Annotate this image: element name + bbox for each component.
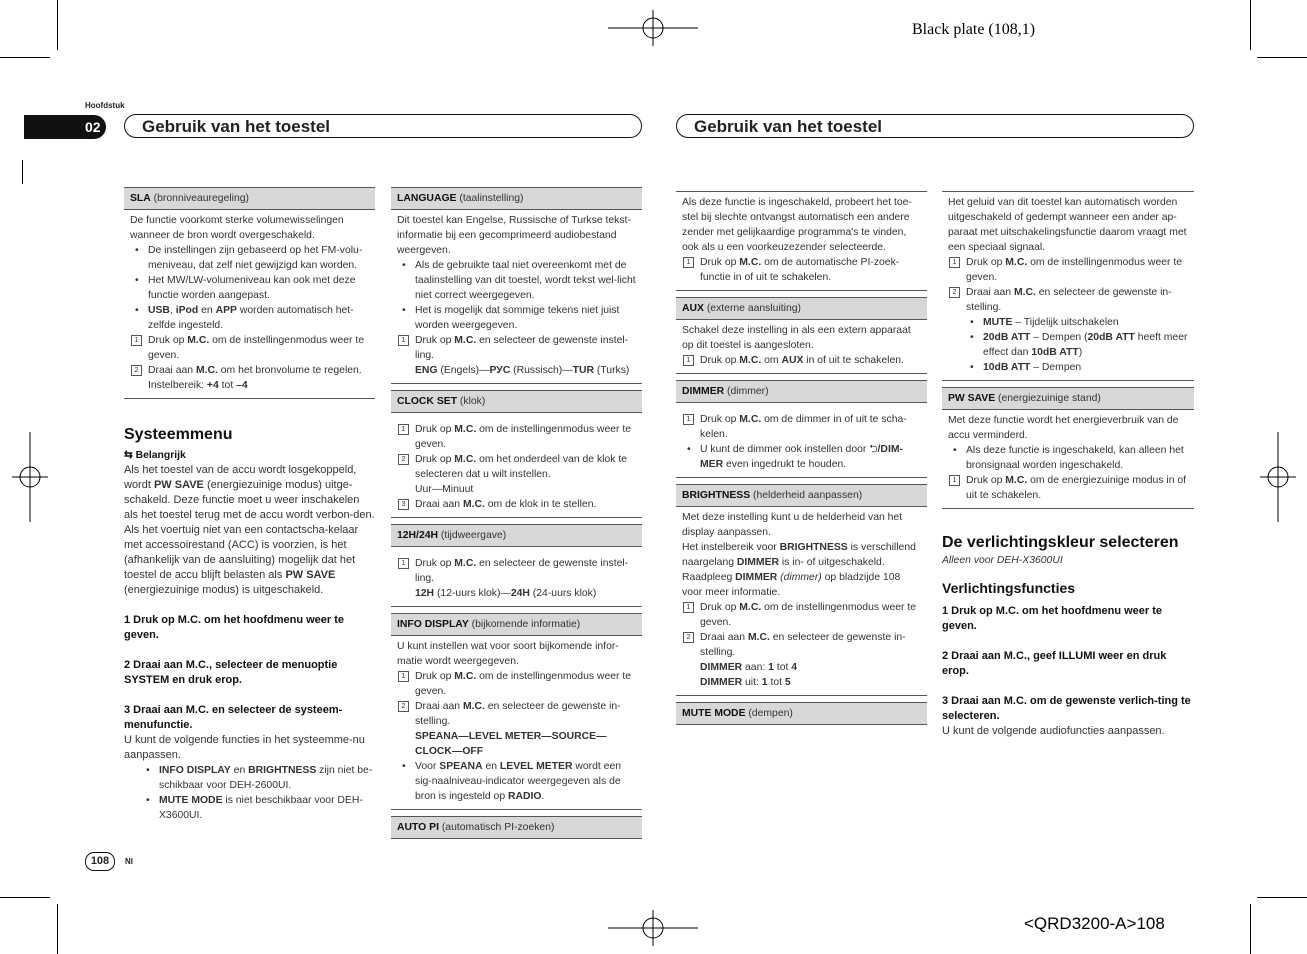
chapter-number: 02 (24, 115, 106, 139)
setting-body-info-display: U kunt instellen wat voor soort bijkomende infor-matie wordt weergegeven. 1 Druk op M.C. om de instellingenmodus weer te geven. 2 Draai aan M.C. en selecteer de gewenste in-stelling. SPEANA—LEVEL METER—SOURCE—CLOCK—OFF • Voor SPEANA en LEVEL METER wordt een sig-naalniveau-indicator weergegeven als de bron is ingesteld op RADIO. (391, 636, 642, 810)
setting-body-sla: De functie voorkomt sterke volumewisselingen wanneer de bron wordt overgeschakeld. • De instellingen zijn gebaseerd op het FM-volu-meniveau, dat zelf niet gewijzigd kan worden. • Het MW/LW-volumeniveau kan ook met deze functie worden aangepast. • USB, iPod en APP worden automatisch het-zelfde ingesteld. 1 Druk op M.C. om de instellingenmodus weer te geven. 2 Draai aan M.C. om het bronvolume te regelen. Instelbereik: +4 tot –4 (124, 210, 375, 399)
setting-header-info-display: INFO DISPLAY (bijkomende informatie) (391, 613, 642, 636)
step-1: 1 Druk op M.C. om het hoofdmenu weer te geven. (124, 614, 345, 641)
crop-mark (0, 897, 50, 898)
important-text: Als het toestel van de accu wordt losgekoppeld, wordt PW SAVE (energiezuinige modus) uitge-schakeld. Deze functie moet u weer inschakelen als het toestel terug met de accu wordt verbon-den. Als het voertuig niet van een contactscha-kelaar met accessoirestand (ACC) is voorzien, is het (afhankelijk van de aansluiting) mogelijk dat het toestel de accu blijft belasten als PW SAVE (energiezuinige modus) is uitgeschakeld. (124, 464, 375, 596)
setting-body-12h24h: 1 Druk op M.C. en selecteer de gewenste instel-ling. 12H (12-uurs klok)—24H (24-uurs klok) (391, 547, 642, 607)
registration-mark-icon (12, 432, 48, 522)
step-2: 2 Draai aan M.C., geef ILLUMI weer en druk erop. (942, 650, 1167, 677)
setting-header-aux: AUX (externe aansluiting) (676, 297, 927, 320)
setting-body-pw-save: Met deze functie wordt het energieverbruik van de accu verminderd. • Als deze functie is ingeschakeld, kan alleen het bronsignaal worden ingeschakeld. 1 Druk op M.C. om de energiezuinige modus in of uit te schakelen. (942, 410, 1194, 509)
setting-body-language: Dit toestel kan Engelse, Russische of Turkse tekst-informatie bij een gecomprimeerd audiobestand weergeven. • Als de gebruikte taal niet overeenkomt met de taalinstelling van dit toestel, wordt tekst wel-licht niet correct weergegeven. • Het is mogelijk dat sommige tekens niet juist worden weergegeven. 1 Druk op M.C. en selecteer de gewenste instel-ling. ENG (Engels)—РУС (Russisch)—TUR (Turks) (391, 210, 642, 384)
setting-header-sla: SLA (bronniveauregeling) (124, 187, 375, 210)
heading-systeemmenu: Systeemmenu (124, 426, 233, 443)
setting-body-aux: Schakel deze instelling in als een extern apparaat op dit toestel is aangesloten. 1 Druk op M.C. om AUX in of uit te schakelen. (676, 320, 927, 374)
registration-mark-icon (1260, 432, 1296, 522)
language-code: Nl (125, 857, 133, 866)
setting-body-clock: 1 Druk op M.C. om de instellingenmodus weer te geven. 2 Druk op M.C. om het onderdeel van de klok te selecteren dat u wilt instellen. Uur—Minuut 3 Draai aan M.C. om de klok in te stellen. (391, 413, 642, 518)
setting-body-auto-pi: Als deze functie is ingeschakeld, probeert het toe-stel bij slechte ontvangst automatisch een andere zender met gelijkaardige programma's te vinden, ook als u een voorkeuzezender selecteerde. 1 Druk op M.C. om de automatische PI-zoek-functie in of uit te schakelen. (676, 191, 927, 291)
setting-header-pw-save: PW SAVE (energiezuinige stand) (942, 387, 1194, 410)
step-3-text: U kunt de volgende audiofuncties aanpassen. (942, 725, 1165, 737)
step-3: 3 Draai aan M.C. om de gewenste verlich-ting te selecteren. (942, 695, 1191, 722)
crop-mark (1250, 904, 1251, 954)
setting-header-dimmer: DIMMER (dimmer) (676, 380, 927, 403)
setting-header-language: LANGUAGE (taalinstelling) (391, 187, 642, 210)
registration-mark-icon (608, 10, 698, 46)
column-1: SLA (bronniveauregeling) De functie voorkomt sterke volumewisselingen wanneer de bron wordt overgeschakeld. • De instellingen zijn gebaseerd op het FM-volu-meniveau, dat zelf niet gewijzigd kan worden. • Het MW/LW-volumeniveau kan ook met deze functie worden aangepast. • USB, iPod en APP worden automatisch het-zelfde ingesteld. 1 Druk op M.C. om de instellingenmodus weer te geven. 2 Draai aan M.C. om het bronvolume te regelen. Instelbereik: +4 tot –4 Systeemmenu ⇆ Belangrijk Als het toestel van de accu wordt losgekoppeld, wordt PW SAVE (energiezuinige modus) uitge-schakeld. Deze functie moet u weer inschakelen als het toestel terug met de accu wordt verbon-den. Als het voertuig niet van een contactscha-kelaar met accessoirestand (ACC) is voorzien, is het (afhankelijk van de aansluiting) mogelijk dat het toestel de accu blijft belasten als PW SAVE (energiezuinige modus) is uitgeschakeld. 1 Druk op M.C. om het hoofdmenu weer te geven. 2 Draai aan M.C., selecteer de menuoptie SYSTEM en druk erop. 3 Draai aan M.C. en selecteer de systeem-menufunctie. U kunt de volgende functies in het systeemme-nu aanpassen. • INFO DISPLAY en BRIGHTNESS zijn niet be-schikbaar voor DEH-2600UI. • MUTE MODE is niet beschikbaar voor DEH-X3600UI. (124, 187, 375, 823)
important-note: ⇆ Belangrijk (124, 450, 186, 461)
setting-header-12h24h: 12H/24H (tijdweergave) (391, 524, 642, 547)
crop-mark (22, 160, 23, 184)
plate-label: Black plate (108,1) (912, 21, 1036, 38)
crop-mark (0, 57, 50, 58)
setting-body-mute-mode: Het geluid van dit toestel kan automatisch worden uitgeschakeld of gedempt wanneer een ander ap-paraat met uitschakelingsfunctie daarom vraagt met een speciaal signaal. 1 Druk op M.C. om de instellingenmodus weer te geven. 2 Draai aan M.C. en selecteer de gewenste in-stelling. • MUTE – Tijdelijk uitschakelen • 20dB ATT – Dempen (20dB ATT heeft meer effect dan 10dB ATT) • 10dB ATT – Dempen (942, 191, 1194, 381)
setting-body-brightness: Met deze instelling kunt u de helderheid van het display aanpassen. Het instelbereik voor BRIGHTNESS is verschillend naargelang DIMMER is in- of uitgeschakeld. Raadpleeg DIMMER (dimmer) op bladzijde 108 voor meer informatie. 1 Druk op M.C. om de instellingenmodus weer te geven. 2 Draai aan M.C. en selecteer de gewenste in-stelling. DIMMER aan: 1 tot 4 DIMMER uit: 1 tot 5 (676, 507, 927, 696)
step-1: 1 Druk op M.C. om het hoofdmenu weer te geven. (942, 605, 1163, 632)
heading-color-select: De verlichtingskleur selecteren (942, 534, 1179, 551)
column-4 (942, 191, 1194, 739)
section-title-right: Gebruik van het toestel (676, 114, 1194, 138)
important-icon: ⇆ (124, 450, 136, 461)
chapter-label: Hoofdstuk (85, 101, 125, 110)
setting-body-dimmer: 1 Druk op M.C. om de dimmer in of uit te scha-kelen. • U kunt de dimmer ook instellen door ⮌/DIM-MER even ingedrukt te houden. (676, 403, 927, 478)
crop-mark (1257, 897, 1307, 898)
source-button-icon: ⮌ (869, 444, 878, 455)
step-3-text: U kunt de volgende functies in het systeemme-nu aanpassen. (124, 734, 365, 761)
setting-header-mute-mode: MUTE MODE (dempen) (676, 702, 927, 725)
model-note: Alleen voor DEH-X3600UI (942, 555, 1063, 566)
setting-header-clock: CLOCK SET (klok) (391, 390, 642, 413)
column-2 (391, 187, 642, 839)
setting-header-auto-pi: AUTO PI (automatisch PI-zoeken) (391, 816, 642, 839)
page-number: 108 (85, 852, 115, 871)
document-code: <QRD3200-A>108 (1024, 914, 1165, 933)
step-2: 2 Draai aan M.C., selecteer de menuoptie SYSTEM en druk erop. (124, 659, 338, 686)
setting-header-brightness: BRIGHTNESS (helderheid aanpassen) (676, 484, 927, 507)
step-3: 3 Draai aan M.C. en selecteer de systeem-menufunctie. (124, 704, 343, 731)
heading-functions: Verlichtingsfuncties (942, 580, 1076, 596)
section-title-left: Gebruik van het toestel (124, 114, 642, 138)
crop-mark (1250, 0, 1251, 50)
registration-mark-icon (608, 910, 698, 946)
crop-mark (57, 904, 58, 954)
crop-mark (1257, 57, 1307, 58)
crop-mark (57, 0, 58, 50)
column-3 (676, 191, 927, 725)
